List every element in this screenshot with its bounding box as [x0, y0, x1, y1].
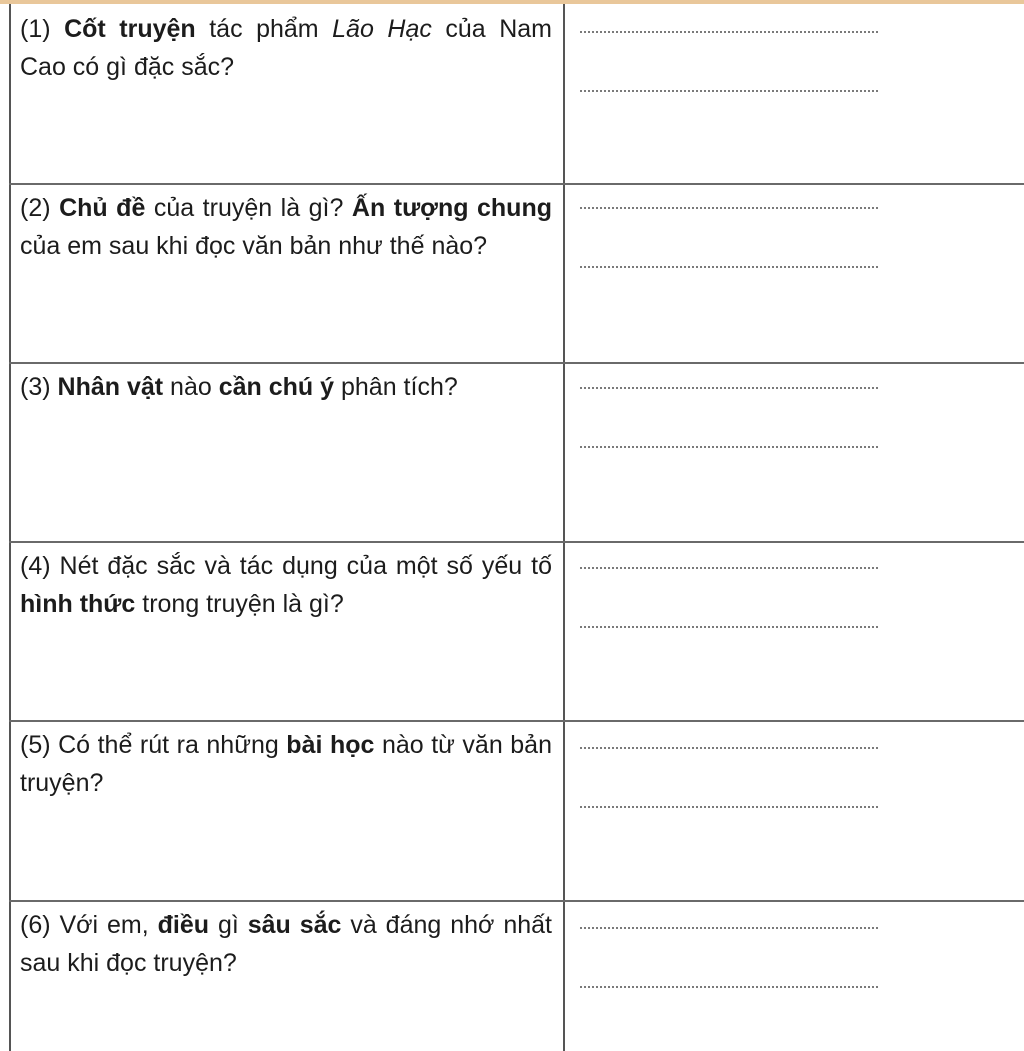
question-row-2 [11, 183, 563, 362]
question-number: (6) [20, 911, 51, 939]
question-text-6: (6) Với em, điều gì sâu sắc và đáng nhớ nhất sau khi đọc truyện? [20, 911, 552, 977]
question-text-5: (5) Có thể rút ra những bài học nào từ văn bản truyện? [20, 731, 552, 797]
answer-line[interactable] [580, 266, 878, 268]
answer-line[interactable] [580, 387, 878, 389]
question-text-4: (4) Nét đặc sắc và tác dụng của một số yếu tố hình thức trong truyện là gì? [20, 552, 552, 618]
question-row-4 [11, 541, 563, 720]
question-number: (3) [20, 373, 51, 401]
question-row-1 [11, 4, 563, 183]
answer-line[interactable] [580, 31, 878, 33]
question-number: (2) [20, 194, 51, 222]
question-row-3 [11, 362, 563, 541]
question-number: (1) [20, 15, 51, 43]
question-row-5 [11, 720, 563, 900]
answer-line[interactable] [580, 207, 878, 209]
answer-line[interactable] [580, 626, 878, 628]
answer-line[interactable] [580, 927, 878, 929]
question-text-3: (3) Nhân vật nào cần chú ý phân tích? [20, 373, 458, 401]
question-text-1: (1) Cốt truyện tác phẩm Lão Hạc của Nam Cao có gì đặc sắc? [20, 15, 553, 81]
question-number: (4) [20, 552, 51, 580]
answer-line[interactable] [580, 90, 878, 92]
answer-line[interactable] [580, 986, 878, 988]
question-number: (5) [20, 731, 51, 759]
table-column-divider [563, 4, 565, 1051]
answer-line[interactable] [580, 446, 878, 448]
answer-line[interactable] [580, 806, 878, 808]
question-row-6 [11, 900, 563, 1051]
answer-line[interactable] [580, 567, 878, 569]
question-text-2: (2) Chủ đề của truyện là gì? Ấn tượng chung của em sau khi đọc văn bản như thế nào? [20, 194, 552, 260]
answer-line[interactable] [580, 747, 878, 749]
